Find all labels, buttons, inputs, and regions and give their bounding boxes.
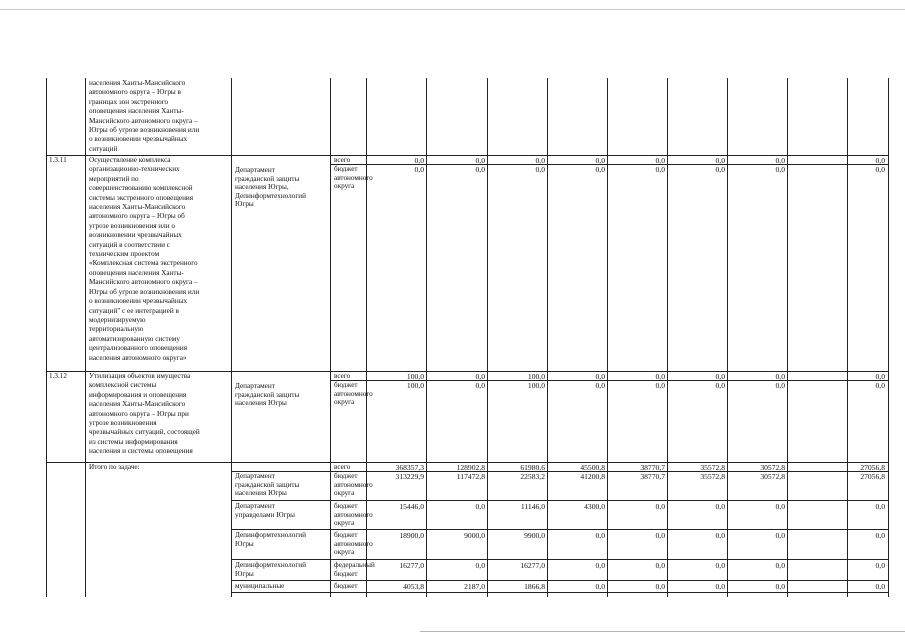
total-row-5-col-7: 0,0: [775, 582, 785, 591]
total-all-col-4: 45500,8: [580, 463, 605, 472]
total-row-4-col-3: 16277,0: [520, 561, 545, 570]
total-row-2-col-4: 4300,0: [584, 502, 605, 511]
row-1312-budget-col-3: 100,0: [527, 381, 545, 390]
row-1311-total-col-6: 0,0: [715, 156, 725, 165]
total-all-col-7: 30572,8: [760, 463, 785, 472]
row-1312-total-col-8: 0,0: [875, 372, 885, 381]
row-1311-total-col-2: 0,0: [475, 156, 485, 165]
total-row-3-col-7: 0,0: [775, 531, 785, 540]
total-row-4-col-2: 0,0: [475, 561, 485, 570]
total-all-col-1: 368357,3: [395, 463, 424, 472]
row-1312-total-col-7: 0,0: [775, 372, 785, 381]
total-all-col-3: 61980,6: [520, 463, 545, 472]
row-1312-name: Утилизация объектов имущества комплексной системы информирования и оповещения населения Ханты-Мансийского автономного округа – Югры при угрозе возникновения чрезвычайных ситуаций, состоящей из системы информирования населения и системы оповещения: [89, 372, 200, 456]
total-all-col-8: 27056,8: [860, 463, 885, 472]
total-row-4-col-5: 0,0: [655, 561, 665, 570]
row-1311-total-col-4: 0,0: [595, 156, 605, 165]
row-1311-budget-col-1: 0,0: [414, 165, 424, 174]
total-row-3-col-2: 9000,0: [464, 531, 485, 540]
row-1311-total-col-7: 0,0: [775, 156, 785, 165]
row-1312-total-col-3: 100,0: [527, 372, 545, 381]
row-1311-total-col-5: 0,0: [655, 156, 665, 165]
row-1311-budget-col-2: 0,0: [475, 165, 485, 174]
total-row-2-col-2: 0,0: [475, 502, 485, 511]
prev-row-name: населения Ханты-Мансийского автономного округа – Югры в границах зон экстренного оповещения населения Ханты- Мансийского автономного округа – Югры об угрозе возникновения или о возникновении чрезвычайных ситуаций: [89, 79, 200, 153]
row-1312-budget-col-8: 0,0: [875, 381, 885, 390]
row-border: [231, 529, 889, 530]
row-1312-budget-col-2: 0,0: [475, 381, 485, 390]
total-row-5-source: бюджет: [334, 582, 358, 590]
row-1311-budget-col-5: 0,0: [655, 165, 665, 174]
total-row-2-col-1: 15446,0: [399, 502, 424, 511]
total-row-1-col-6: 35572,8: [700, 472, 725, 481]
row-1312-executor: Департамент гражданской защиты населения Югры: [235, 382, 300, 408]
total-row-1-col-3: 22583,2: [520, 472, 545, 481]
scan-edge-top: [0, 9, 905, 10]
row-1311-total-col-8: 0,0: [875, 156, 885, 165]
row-1312-source-budget: бюджет автономного округа: [334, 381, 373, 407]
total-row-1-col-8: 27056,8: [860, 472, 885, 481]
row-1312-total-col-4: 0,0: [595, 372, 605, 381]
total-row-3-col-1: 18900,0: [399, 531, 424, 540]
row-1311-budget-col-3: 0,0: [535, 165, 545, 174]
row-border: [231, 500, 889, 501]
row-1311-total-col-3: 0,0: [535, 156, 545, 165]
scan-edge-bottom: [420, 631, 905, 632]
total-row-2-col-7: 0,0: [775, 502, 785, 511]
row-1312-total-col-6: 0,0: [715, 372, 725, 381]
row-1312-budget-col-5: 0,0: [655, 381, 665, 390]
row-border: [231, 580, 889, 581]
total-all-col-5: 38770,7: [640, 463, 665, 472]
row-1312-source-total: всего: [334, 372, 351, 380]
row-1311-budget-col-8: 0,0: [875, 165, 885, 174]
total-row-4-col-6: 0,0: [715, 561, 725, 570]
row-border: [231, 559, 889, 560]
total-row-2-col-8: 0,0: [875, 502, 885, 511]
total-row-1-col-7: 30572,8: [760, 472, 785, 481]
row-1312-total-col-5: 0,0: [655, 372, 665, 381]
total-row-1-source: бюджет автономного округа: [334, 472, 373, 498]
row-border: [231, 592, 889, 593]
total-all-col-6: 35572,8: [700, 463, 725, 472]
total-row-1-col-4: 41200,8: [580, 472, 605, 481]
total-row-5-col-6: 0,0: [715, 582, 725, 591]
total-row-1-col-1: 313229,9: [395, 472, 424, 481]
total-row-1-executor: Департамент гражданской защиты населения Югры: [235, 472, 300, 498]
total-row-2-col-5: 0,0: [655, 502, 665, 511]
row-1311-name: Осуществление комплекса организационно-технических мероприятий по совершенствованию комплексной системы экстренного оповещения населения Ханты-Мансийского автономного округа – Югры об угрозе возникновения или о возникновении чрезвычайных ситуаций в соответствии с техническим проектом «Комплексная система экстренного оповещения населения Ханты- Мансийского автономного округа – Югры об угрозе возникновения или о возникновении чрезвычайных ситуаций" с ее интеграцией в модернизируемую территориальную автоматизированную систему централизованного оповещения населения автономного округа»: [89, 156, 200, 362]
row-1311-executor: Департамент гражданской защиты населения Югры, Депинформтехнологий Югры: [235, 166, 307, 209]
row-1311-budget-col-7: 0,0: [775, 165, 785, 174]
row-1312-budget-col-4: 0,0: [595, 381, 605, 390]
row-1312-total-col-2: 0,0: [475, 372, 485, 381]
total-row-4-col-4: 0,0: [595, 561, 605, 570]
row-1311-budget-col-4: 0,0: [595, 165, 605, 174]
total-row-5-col-1: 4053,8: [403, 582, 424, 591]
total-row-5-executor: муниципальные: [235, 582, 285, 590]
total-row-3-source: бюджет автономного округа: [334, 531, 373, 557]
total-row-4-executor: Депинформтехнологий Югры: [235, 561, 307, 578]
row-1312-number: 1.3.12: [49, 372, 67, 380]
row-1312-budget-col-1: 100,0: [406, 381, 424, 390]
row-1312-budget-col-7: 0,0: [775, 381, 785, 390]
total-row-5-col-5: 0,0: [655, 582, 665, 591]
row-1311-source-budget: бюджет автономного округа: [334, 165, 373, 191]
row-1311-budget-col-6: 0,0: [715, 165, 725, 174]
total-row-2-col-6: 0,0: [715, 502, 725, 511]
total-row-3-col-8: 0,0: [875, 531, 885, 540]
total-row-3-col-5: 0,0: [655, 531, 665, 540]
total-row-1-col-2: 117472,8: [456, 472, 485, 481]
row-1312-total-col-1: 100,0: [406, 372, 424, 381]
row-1311-source-total: всего: [334, 156, 351, 164]
total-row-5-col-4: 0,0: [595, 582, 605, 591]
total-source-total: всего: [334, 463, 351, 471]
total-row-5-col-3: 1866,8: [524, 582, 545, 591]
total-row-3-col-4: 0,0: [595, 531, 605, 540]
row-1311-number: 1.3.11: [49, 156, 67, 164]
total-row-5-col-8: 0,0: [875, 582, 885, 591]
total-row-1-col-5: 38770,7: [640, 472, 665, 481]
total-row-4-col-1: 16277,0: [399, 561, 424, 570]
row-1311-total-col-1: 0,0: [414, 156, 424, 165]
total-row-2-executor: Департамент управделами Югры: [235, 502, 296, 519]
total-row-2-col-3: 11146,0: [520, 502, 545, 511]
total-label: Итого по задаче:: [89, 463, 140, 471]
total-row-5-col-2: 2187,0: [464, 582, 485, 591]
row-1312-budget-col-6: 0,0: [715, 381, 725, 390]
total-row-3-executor: Депинформтехнологий Югры: [235, 531, 307, 548]
total-row-3-col-3: 9900,0: [524, 531, 545, 540]
total-row-3-col-6: 0,0: [715, 531, 725, 540]
total-row-2-source: бюджет автономного округа: [334, 502, 373, 528]
total-row-4-col-7: 0,0: [775, 561, 785, 570]
total-row-4-source: федеральный бюджет: [334, 561, 375, 578]
total-row-4-col-8: 0,0: [875, 561, 885, 570]
total-all-col-2: 128902,8: [456, 463, 485, 472]
